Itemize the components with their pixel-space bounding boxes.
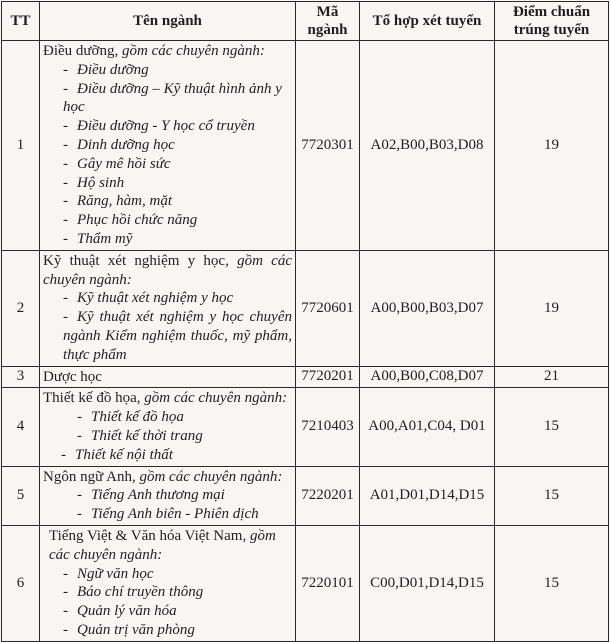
subject-combination: A00,A01,C04, D01	[360, 388, 495, 466]
subject-combination: C00,D01,D14,D15	[360, 525, 495, 641]
sub-major: - Điều dưỡng	[63, 61, 149, 78]
row-tt: 6	[2, 525, 40, 641]
header-combo: Tổ hợp xét tuyển	[360, 2, 495, 41]
row-tt: 3	[2, 366, 40, 388]
table-row	[2, 41, 609, 251]
cutoff-score: 15	[495, 466, 609, 525]
table-row	[2, 250, 609, 366]
sub-major: - Quản trị văn phòng	[63, 621, 195, 638]
subject-combination: A00,B00,B03,D07	[360, 250, 495, 366]
major-cell	[40, 250, 296, 366]
sub-major: - Thẩm mỹ	[63, 230, 133, 247]
row-tt: 5	[2, 466, 40, 525]
row-tt: 4	[2, 388, 40, 466]
major-title: Tiếng Việt & Văn hóa Việt Nam, gồm các chuyên ngành:	[49, 527, 276, 563]
sub-major: - Điều dưỡng – Kỹ thuật hình ảnh y học	[63, 80, 282, 116]
major-title: Dược học	[43, 368, 102, 385]
sub-major: - Gây mê hồi sức	[63, 155, 171, 172]
major-cell	[40, 41, 296, 251]
major-code: 7220101	[296, 525, 360, 641]
sub-major: - Thiết kế nội thất	[61, 446, 173, 463]
major-code: 7720201	[296, 366, 360, 388]
sub-major: - Hộ sinh	[63, 174, 125, 191]
sub-major: - Phục hồi chức năng	[63, 212, 198, 229]
major-title: Ngôn ngữ Anh, gồm các chuyên ngành:	[43, 468, 283, 485]
sub-major: - Quản lý văn hóa	[63, 603, 177, 620]
cutoff-score: 21	[495, 366, 609, 388]
major-cell	[40, 466, 296, 525]
table-row	[2, 366, 609, 388]
sub-major: - Điều dưỡng - Y học cổ truyền	[63, 118, 255, 135]
admission-score-table	[1, 1, 609, 642]
cutoff-score: 19	[495, 250, 609, 366]
major-cell	[40, 525, 296, 641]
sub-major: - Thiết kế đồ họa	[77, 409, 184, 426]
header-name: Tên ngành	[40, 2, 296, 41]
header-score: Điểm chuẩn trúng tuyển	[495, 2, 609, 41]
sub-major: - Kỹ thuật xét nghiệm y học chuyên ngành Kiểm nghiệm thuốc, mỹ phẩm, thực phẩm	[63, 309, 292, 363]
sub-major: - Tiếng Anh biên - Phiên dịch	[77, 506, 259, 523]
cutoff-score: 15	[495, 388, 609, 466]
major-title: Điều dưỡng, gồm các chuyên ngành:	[43, 43, 265, 59]
header-row	[2, 2, 609, 41]
cutoff-score: 15	[495, 525, 609, 641]
major-code: 7720601	[296, 250, 360, 366]
cutoff-score: 19	[495, 41, 609, 251]
subject-combination: A00,B00,C08,D07	[360, 366, 495, 388]
major-title: Thiết kế đồ họa, gồm các chuyên ngành:	[43, 390, 288, 407]
header-tt: TT	[2, 2, 40, 41]
sub-major: - Thiết kế thời trang	[77, 427, 203, 444]
sub-major: - Kỹ thuật xét nghiệm y học	[63, 290, 234, 307]
sub-major: - Răng, hàm, mặt	[63, 193, 172, 210]
row-tt: 2	[2, 250, 40, 366]
table-row	[2, 388, 609, 466]
sub-major: - Báo chí truyền thông	[63, 584, 204, 601]
sub-major: - Tiếng Anh thương mại	[77, 487, 225, 504]
sub-major: - Dinh dưỡng học	[63, 136, 175, 153]
header-code: Mã ngành	[296, 2, 360, 41]
major-code: 7210403	[296, 388, 360, 466]
subject-combination: A02,B00,B03,D08	[360, 41, 495, 251]
table-row	[2, 525, 609, 641]
major-title: Kỹ thuật xét nghiệm y học, gồm các chuyên ngành:	[43, 252, 292, 288]
row-tt: 1	[2, 41, 40, 251]
subject-combination: A01,D01,D14,D15	[360, 466, 495, 525]
major-code: 7220201	[296, 466, 360, 525]
major-cell	[40, 366, 296, 388]
major-cell	[40, 388, 296, 466]
sub-major: - Ngữ văn học	[63, 565, 154, 582]
major-code: 7720301	[296, 41, 360, 251]
table-row	[2, 466, 609, 525]
